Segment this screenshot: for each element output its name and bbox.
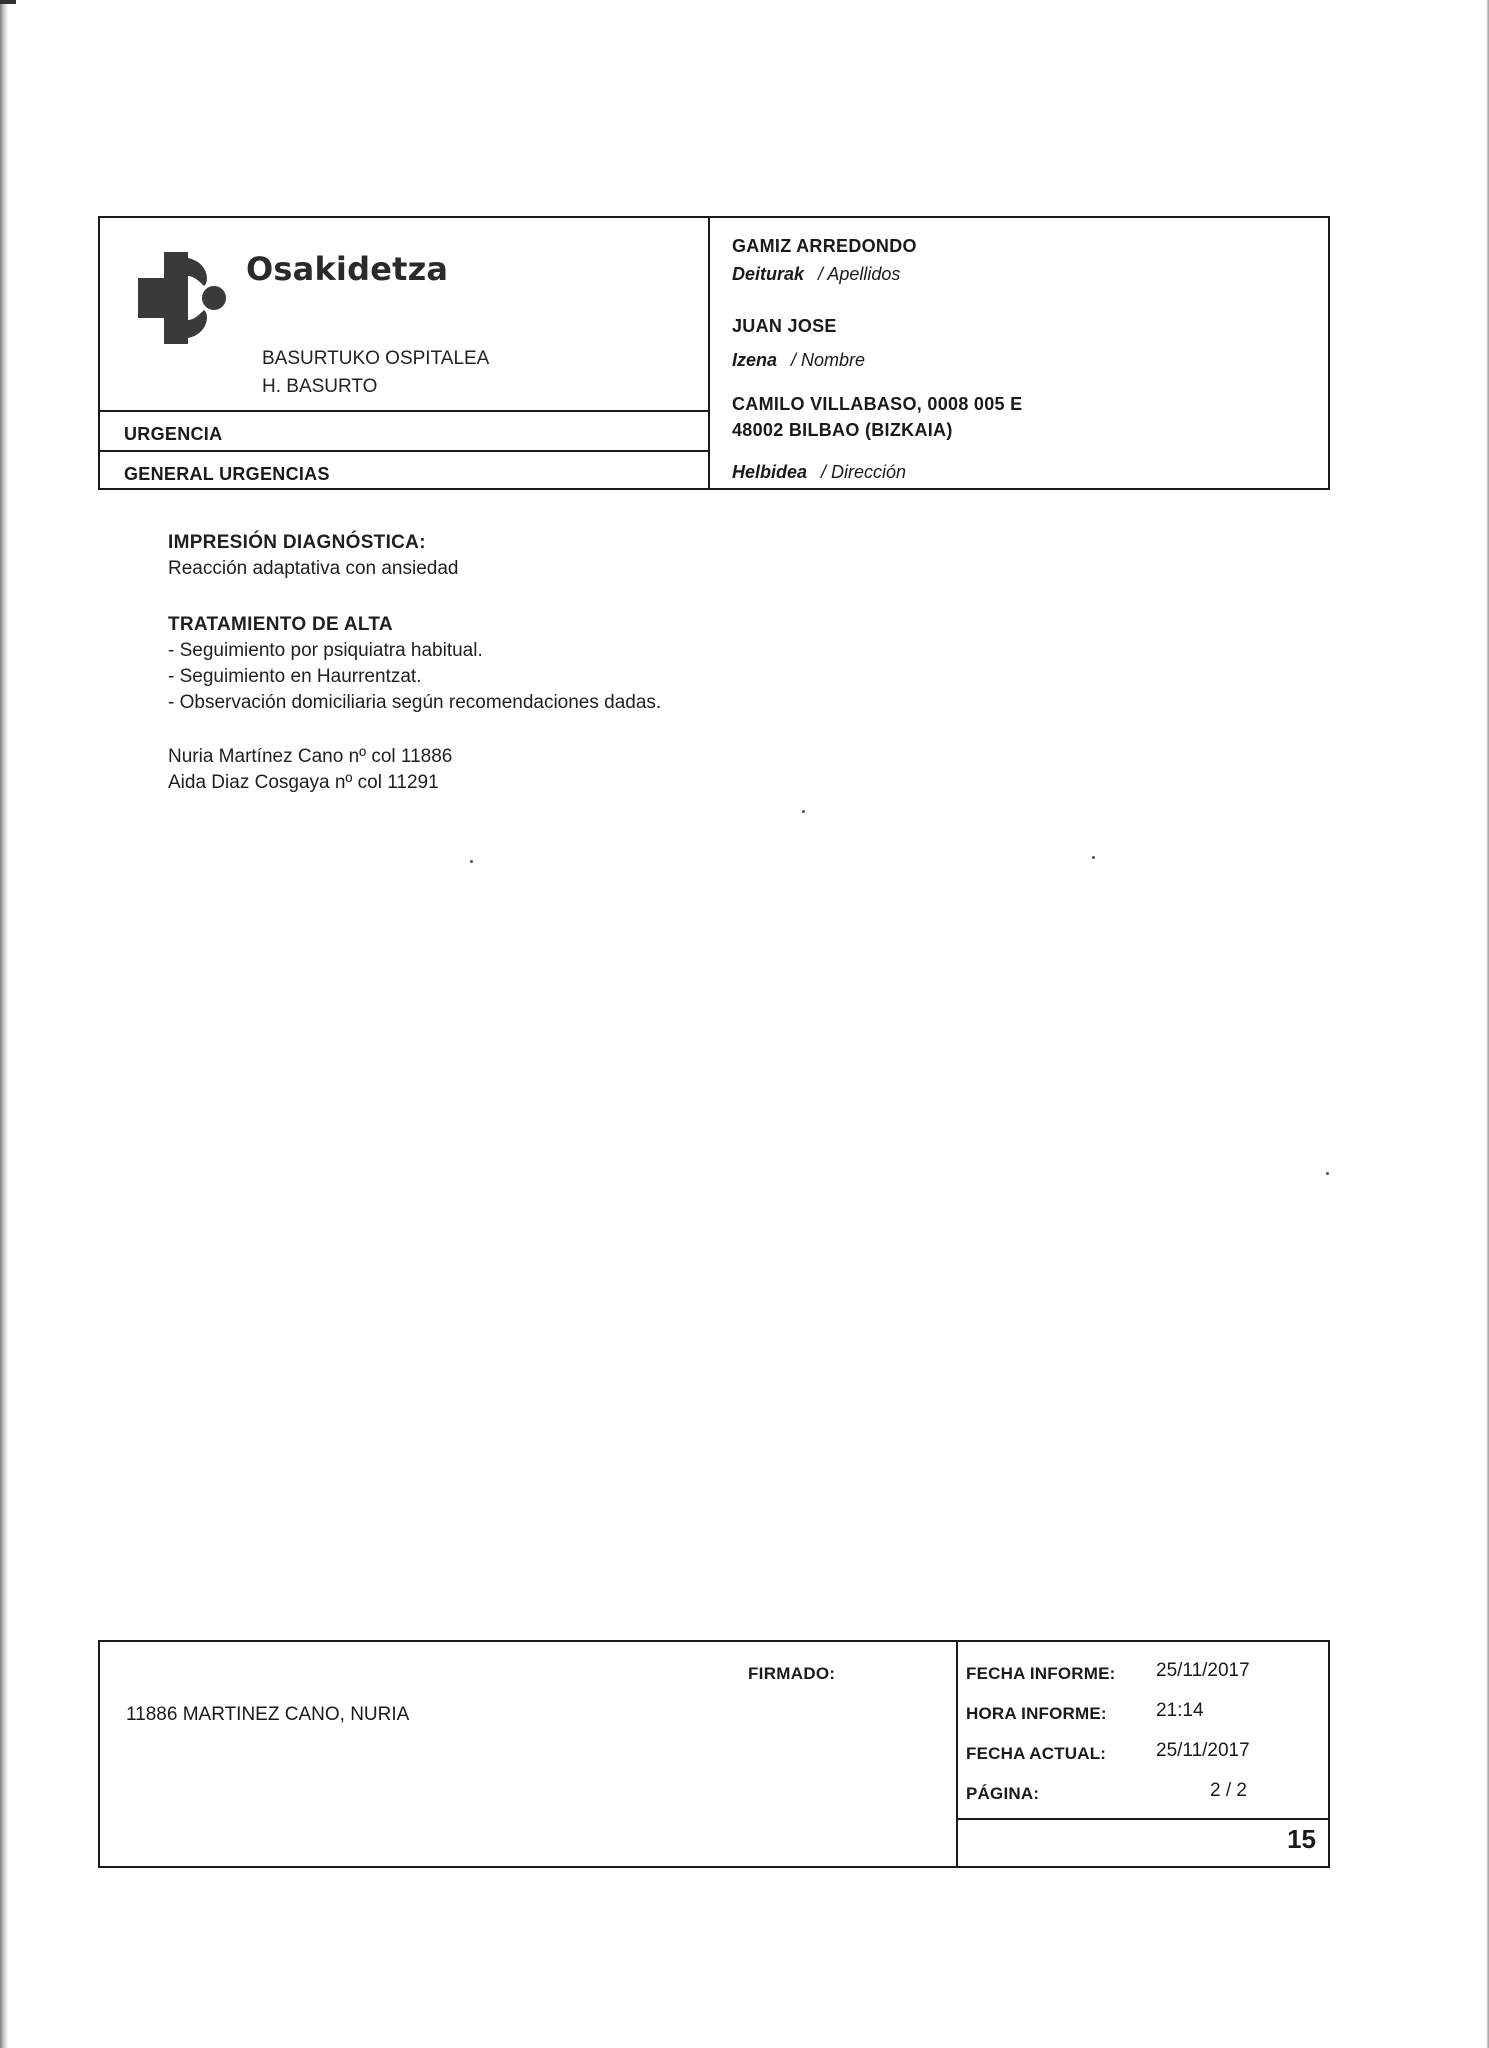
- signer-name: 11886 MARTINEZ CANO, NURIA: [126, 1704, 410, 1725]
- current-date-label: FECHA ACTUAL:: [966, 1744, 1107, 1763]
- sheet-number: 15: [1287, 1824, 1316, 1854]
- signatories-section: [168, 744, 452, 796]
- treatment-section: [168, 612, 661, 716]
- signed-label: FIRMADO:: [748, 1664, 836, 1683]
- treatment-item: - Seguimiento por psiquiatra habitual.: [168, 640, 483, 661]
- footer-divider: [956, 1642, 958, 1866]
- header-box: [98, 216, 1330, 490]
- footer-divider: [956, 1818, 1328, 1820]
- diagnosis-text: Reacción adaptativa con ansiedad: [168, 558, 459, 579]
- scan-edge: [0, 0, 8, 2048]
- header-divider: [708, 218, 710, 488]
- treatment-item: - Seguimiento en Haurrentzat.: [168, 666, 422, 687]
- treatment-item: - Observación domiciliaria según recomendaciones dadas.: [168, 692, 662, 713]
- scan-speck: [1326, 1172, 1329, 1175]
- name-label-es: / Nombre: [791, 350, 866, 370]
- report-date-label: FECHA INFORME:: [966, 1664, 1116, 1683]
- brand-name: Osakidetza: [246, 250, 449, 288]
- hospital-name: BASURTUKO OSPITALEA: [262, 348, 490, 369]
- scan-speck: [470, 860, 473, 863]
- name-label-eu: Izena: [732, 350, 778, 370]
- surname-label: [732, 264, 900, 285]
- diagnosis-heading: IMPRESIÓN DIAGNÓSTICA:: [168, 532, 426, 553]
- hospital-short-name: H. BASURTO: [262, 376, 378, 397]
- department-label: GENERAL URGENCIAS: [124, 464, 330, 484]
- name-label: [732, 350, 865, 371]
- scan-speck: [1092, 856, 1095, 859]
- page-label: PÁGINA:: [966, 1784, 1040, 1803]
- current-date: 25/11/2017: [1156, 1740, 1250, 1761]
- patient-address-line2: 48002 BILBAO (BIZKAIA): [732, 420, 953, 440]
- address-label-eu: Helbidea: [732, 462, 808, 482]
- treatment-heading: TRATAMIENTO DE ALTA: [168, 614, 393, 635]
- patient-name: JUAN JOSE: [732, 316, 837, 336]
- surname-label-eu: Deiturak: [732, 264, 805, 284]
- osakidetza-logo-icon: [138, 252, 230, 344]
- header-divider: [100, 450, 708, 452]
- address-label-es: / Dirección: [821, 462, 907, 482]
- signatory: Aida Diaz Cosgaya nº col 11291: [168, 772, 439, 793]
- service-label: URGENCIA: [124, 424, 223, 444]
- report-time: 21:14: [1156, 1700, 1204, 1721]
- report-date: 25/11/2017: [1156, 1660, 1250, 1681]
- report-time-label: HORA INFORME:: [966, 1704, 1107, 1723]
- surname-label-es: / Apellidos: [818, 264, 901, 284]
- patient-address-line1: CAMILO VILLABASO, 0008 005 E: [732, 394, 1023, 414]
- patient-surname: GAMIZ ARREDONDO: [732, 236, 917, 256]
- page-value: 2 / 2: [1210, 1780, 1247, 1801]
- diagnosis-section: [168, 530, 458, 582]
- scan-mark: [0, 0, 16, 4]
- address-label: [732, 462, 906, 483]
- signatory: Nuria Martínez Cano nº col 11886: [168, 746, 453, 767]
- footer-box: [98, 1640, 1330, 1868]
- header-divider: [100, 410, 708, 412]
- scan-speck: [802, 810, 805, 813]
